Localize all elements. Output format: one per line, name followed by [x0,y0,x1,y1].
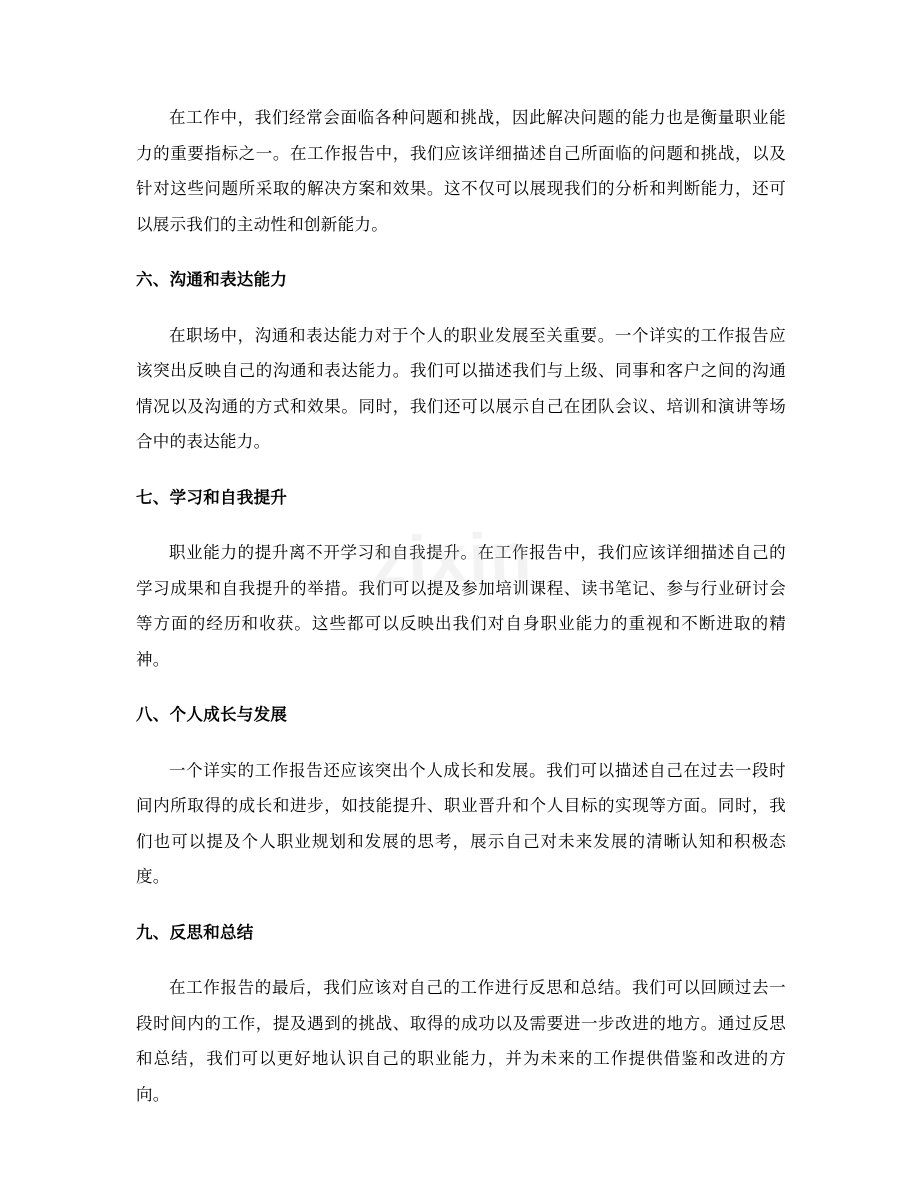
section-heading-seven: 七、学习和自我提升 [136,487,288,507]
section-heading-eight: 八、个人成长与发展 [136,705,288,724]
section-body-six: 在职场中，沟通和表达能力对于个人的职业发展至关重要。一个详实的工作报告应该突出反映自己的沟通和表达能力。我们可以描述我们与上级、同事和客户之间的沟通情况以及沟通的方式和效果。同时，我们还可以展示自己在团队会议、培训和演讲等场合中的表达能力。 [136,325,786,451]
section-heading-six: 六、沟通和表达能力 [136,270,288,289]
section-body-eight: 一个详实的工作报告还应该突出个人成长和发展。我们可以描述自己在过去一段时间内所取得的成长和进步，如技能提升、职业晋升和个人目标的实现等方面。同时，我们也可以提及个人职业规划和发展的思考，展示自己对未来发展的清晰认知和积极态度。 [136,760,786,886]
section-body-nine: 在工作报告的最后，我们应该对自己的工作进行反思和总结。我们可以回顾过去一段时间内的工作，提及遇到的挑战、取得的成功以及需要进一步改进的地方。通过反思和总结，我们可以更好地认识自己的职业能力，并为未来的工作提供借鉴和改进的方向。 [136,978,786,1104]
section-body-seven: 职业能力的提升离不开学习和自我提升。在工作报告中，我们应该详细描述自己的学习成果和自我提升的举措。我们可以提及参加培训课程、读书笔记、参与行业研讨会等方面的经历和收获。这些都可以反映出我们对自身职业能力的重视和不断进取的精神。 [136,543,786,669]
document-body [136,100,786,1112]
watermark: zixin [370,518,535,600]
intro-paragraph: 在工作中，我们经常会面临各种问题和挑战，因此解决问题的能力也是衡量职业能力的重要指标之一。在工作报告中，我们应该详细描述自己所面临的问题和挑战，以及针对这些问题所采取的解决方案和效果。这不仅可以展现我们的分析和判断能力，还可以展示我们的主动性和创新能力。 [136,108,786,234]
section-heading-nine: 九、反思和总结 [136,922,254,942]
